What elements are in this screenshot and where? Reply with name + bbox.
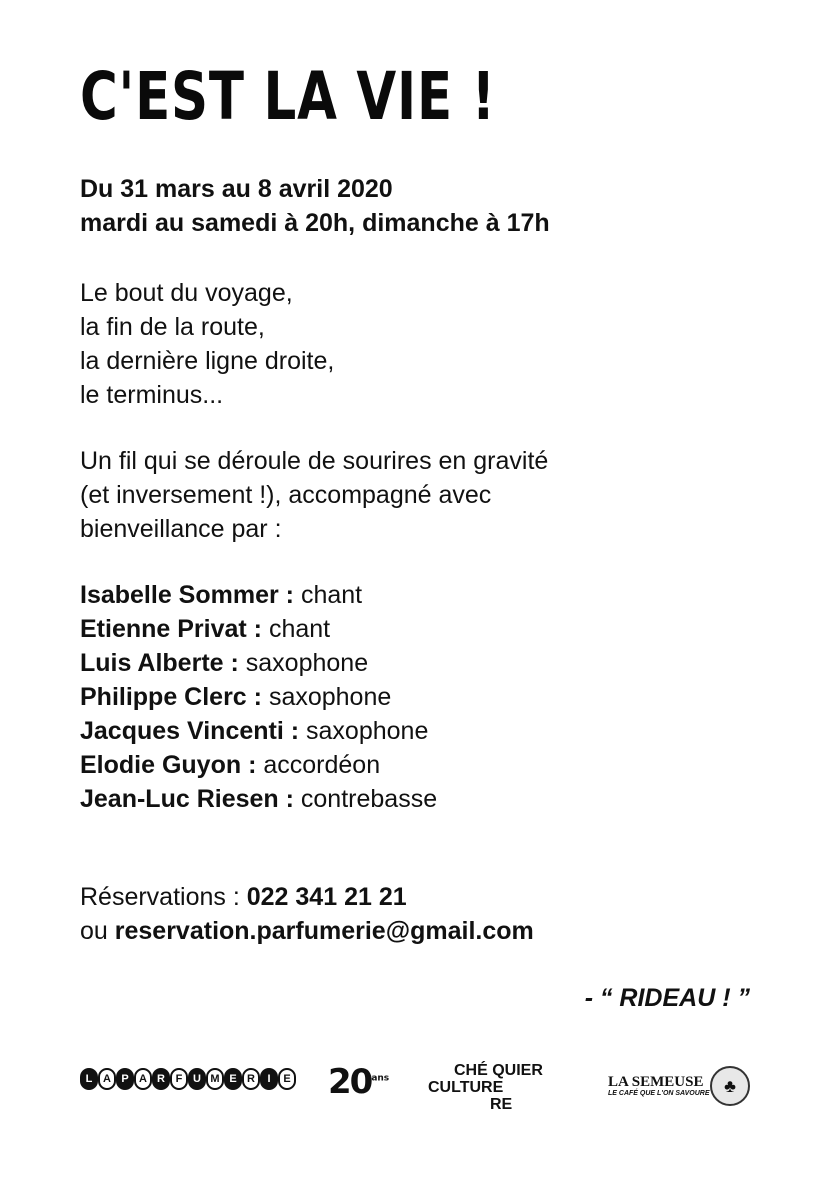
phone-line <box>80 880 534 914</box>
description-line: (et inversement !), accompagné avec <box>80 481 492 509</box>
or-label: ou <box>80 917 115 945</box>
cast-role: accordéon <box>263 751 381 779</box>
cast-item <box>80 748 437 782</box>
date-range: Du 31 mars au 8 avril 2020 <box>80 175 393 203</box>
cast-item <box>80 612 437 646</box>
semeuse-badge-icon: ♣ <box>710 1066 750 1106</box>
chequier-line: RE <box>490 1096 513 1113</box>
logo-letter: E <box>278 1068 296 1090</box>
cast-name: Jean-Luc Riesen : <box>80 785 294 813</box>
logo-letter: P <box>116 1068 134 1090</box>
chequier-culture-logo <box>428 1062 543 1113</box>
email-link[interactable]: reservation.parfumerie@gmail.com <box>114 917 534 945</box>
phone-number[interactable]: 022 341 21 21 <box>246 883 407 911</box>
chequier-line: CHÉ QUIER <box>454 1062 543 1079</box>
cast-role: contrebasse <box>300 785 438 813</box>
twenty-years-logo <box>328 1062 389 1102</box>
logo-letter: R <box>242 1068 260 1090</box>
description-line: bienveillance par : <box>80 515 282 543</box>
cast-role: saxophone <box>245 649 369 677</box>
cast-list <box>80 578 437 816</box>
description-block <box>80 444 548 546</box>
la-semeuse-logo <box>608 1074 710 1097</box>
laparfumerie-logo <box>80 1068 296 1090</box>
cast-item <box>80 578 437 612</box>
poem-line: Le bout du voyage, <box>80 279 293 307</box>
logo-letter: E <box>224 1068 242 1090</box>
poem-line: la dernière ligne droite, <box>80 347 335 375</box>
sponsor-logos <box>80 1058 760 1118</box>
cast-item <box>80 680 437 714</box>
chequier-line: CULTURE <box>428 1079 504 1096</box>
reservations-block <box>80 880 534 948</box>
anniversary-unit: ans <box>371 1073 390 1084</box>
event-dates <box>80 172 550 240</box>
logo-letter: A <box>98 1068 116 1090</box>
email-line <box>80 914 534 948</box>
cast-name: Isabelle Sommer : <box>80 581 294 609</box>
closing-text: - “ RIDEAU ! ” <box>584 984 750 1012</box>
logo-letter: F <box>170 1068 188 1090</box>
logo-letter: A <box>134 1068 152 1090</box>
poem-line: la fin de la route, <box>80 313 265 341</box>
cast-item <box>80 782 437 816</box>
semeuse-name: LA SEMEUSE <box>608 1074 704 1090</box>
page-title: C'EST LA VIE ! <box>80 58 496 135</box>
logo-letter: R <box>152 1068 170 1090</box>
poem-block <box>80 276 334 412</box>
cast-role: chant <box>268 615 331 643</box>
poem-line: le terminus... <box>80 381 224 409</box>
logo-letter: U <box>188 1068 206 1090</box>
show-times: mardi au samedi à 20h, dimanche à 17h <box>80 209 550 237</box>
cast-role: chant <box>300 581 363 609</box>
cast-name: Philippe Clerc : <box>80 683 262 711</box>
cast-name: Elodie Guyon : <box>80 751 257 779</box>
cast-item <box>80 714 437 748</box>
logo-letter: I <box>260 1068 278 1090</box>
cast-name: Etienne Privat : <box>80 615 262 643</box>
logo-letter: L <box>80 1068 98 1090</box>
logo-letter: M <box>206 1068 224 1090</box>
cast-name: Jacques Vincenti : <box>80 717 300 745</box>
reservations-label: Réservations : <box>80 883 247 911</box>
anniversary-number: 20 <box>328 1062 372 1102</box>
cast-item <box>80 646 437 680</box>
semeuse-tagline: LE CAFÉ QUE L'ON SAVOURE <box>608 1090 710 1097</box>
cast-name: Luis Alberte : <box>80 649 239 677</box>
cast-role: saxophone <box>268 683 392 711</box>
description-line: Un fil qui se déroule de sourires en gravité <box>80 447 549 475</box>
cast-role: saxophone <box>306 717 429 745</box>
